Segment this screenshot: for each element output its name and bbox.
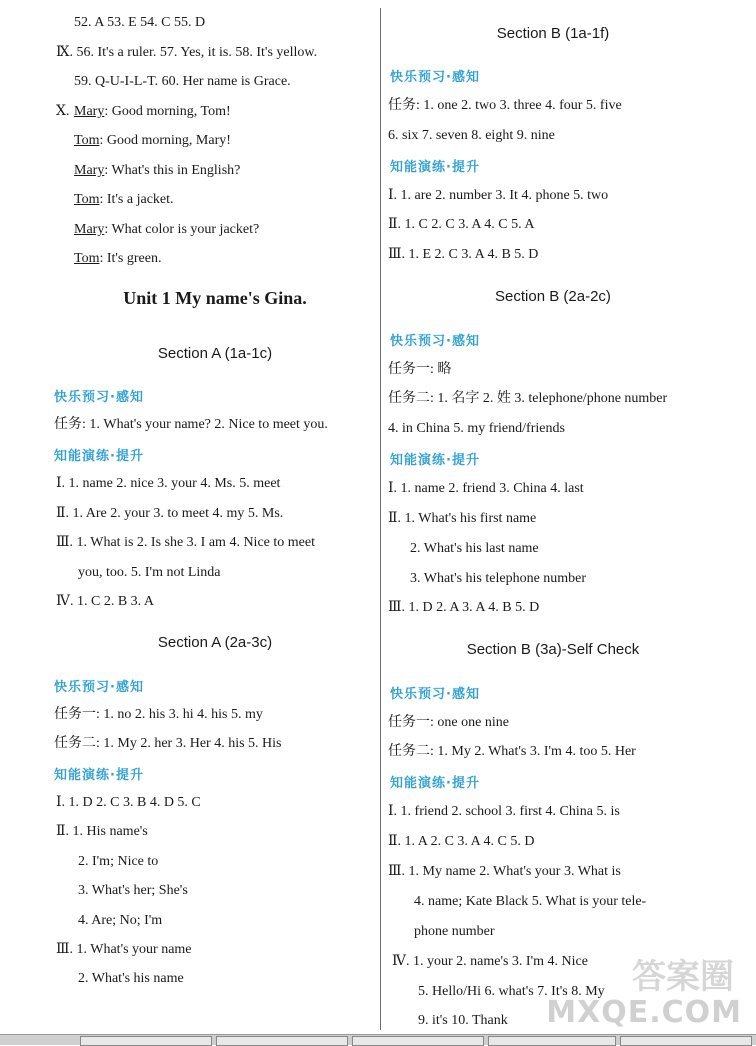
- section-subheading: 知能演练·提升: [390, 453, 480, 468]
- section-heading: Section A (2a-3c): [157, 634, 273, 651]
- section-heading: Section B (1a-1f): [496, 25, 610, 42]
- answer-line: Ⅲ. 1. E 2. C 3. A 4. B 5. D: [388, 247, 539, 262]
- answer-line: Ⅰ. 1. name 2. nice 3. your 4. Ms. 5. meet: [56, 476, 281, 491]
- section-subheading: 快乐预习·感知: [54, 390, 144, 405]
- answer-line: you, too. 5. I'm not Linda: [78, 565, 221, 580]
- task-line: 任务: 1. one 2. two 3. three 4. four 5. five: [388, 98, 622, 113]
- answer-line: 2. I'm; Nice to: [78, 854, 159, 869]
- answer-line: Ⅲ. 1. D 2. A 3. A 4. B 5. D: [388, 600, 540, 615]
- dialogue-line: Mary: What's this in English?: [74, 163, 241, 178]
- section-subheading: 知能演练·提升: [390, 776, 480, 791]
- dialogue-label: Ⅹ.: [56, 104, 70, 119]
- answer-line: Ⅱ. 1. A 2. C 3. A 4. C 5. D: [388, 834, 535, 849]
- task-line: 任务二: 1. My 2. What's 3. I'm 4. too 5. Her: [388, 744, 636, 759]
- section-heading: Section A (1a-1c): [157, 345, 273, 362]
- answer-line: Ⅳ. 1. your 2. name's 3. I'm 4. Nice: [392, 954, 588, 969]
- answer-line: Ⅱ. 1. C 2. C 3. A 4. C 5. A: [388, 217, 535, 232]
- answer-line: 5. Hello/Hi 6. what's 7. It's 8. My: [418, 984, 605, 999]
- answer-line: 59. Q-U-I-L-T. 60. Her name is Grace.: [74, 74, 291, 89]
- task-line: 6. six 7. seven 8. eight 9. nine: [388, 128, 555, 143]
- answer-line: Ⅲ. 1. My name 2. What's your 3. What is: [388, 864, 621, 879]
- answer-line: 4. name; Kate Black 5. What is your tele-: [414, 894, 647, 909]
- answer-line: 52. A 53. E 54. C 55. D: [74, 15, 206, 30]
- answer-line: Ⅰ. 1. name 2. friend 3. China 4. last: [388, 481, 584, 496]
- dialogue-line: Tom: It's a jacket.: [74, 192, 174, 207]
- section-subheading: 快乐预习·感知: [390, 334, 480, 349]
- answer-line: Ⅰ. 1. are 2. number 3. It 4. phone 5. two: [388, 188, 609, 203]
- answer-line: 9. it's 10. Thank: [418, 1013, 508, 1028]
- section-subheading: 知能演练·提升: [54, 449, 144, 464]
- answer-line: Ⅲ. 1. What is 2. Is she 3. I am 4. Nice to meet: [56, 535, 315, 550]
- answer-line: 3. What's her; She's: [78, 883, 188, 898]
- taskbar-button[interactable]: [352, 1036, 484, 1046]
- task-line: 任务一: 1. no 2. his 3. hi 4. his 5. my: [54, 707, 263, 722]
- column-divider: [380, 8, 381, 1030]
- task-line: 任务一: one one nine: [388, 715, 509, 730]
- dialogue-line: Tom: Good morning, Mary!: [74, 133, 231, 148]
- section-subheading: 快乐预习·感知: [390, 687, 480, 702]
- unit-title: Unit 1 My name's Gina.: [123, 288, 307, 308]
- section-subheading: 快乐预习·感知: [390, 70, 480, 85]
- dialogue-line: Mary: What color is your jacket?: [74, 222, 260, 237]
- taskbar-button[interactable]: [80, 1036, 212, 1046]
- task-line: 任务二: 1. My 2. her 3. Her 4. his 5. His: [54, 736, 282, 751]
- left-column: [52, 0, 378, 1030]
- answer-line: Ⅱ. 1. Are 2. your 3. to meet 4. my 5. Ms.: [56, 506, 284, 521]
- task-line: 任务一: 略: [388, 362, 452, 377]
- section-subheading: 知能演练·提升: [390, 160, 480, 175]
- section-subheading: 知能演练·提升: [54, 768, 144, 783]
- dialogue-line: Tom: It's green.: [74, 251, 162, 266]
- taskbar-button[interactable]: [216, 1036, 348, 1046]
- answer-line: Ⅳ. 1. C 2. B 3. A: [56, 594, 154, 609]
- answer-line: Ⅰ. 1. D 2. C 3. B 4. D 5. C: [56, 795, 201, 810]
- section-heading: Section B (3a)-Self Check: [466, 641, 640, 658]
- watermark-logo: 答案圈: [632, 957, 734, 997]
- section-subheading: 快乐预习·感知: [54, 680, 144, 695]
- right-column: [388, 0, 718, 1030]
- watermark-text: MXQE.COM: [546, 995, 742, 1030]
- answer-line: 4. Are; No; I'm: [78, 913, 163, 928]
- answer-line: Ⅲ. 1. What's your name: [56, 942, 192, 957]
- answer-line: Ⅱ. 1. What's his first name: [388, 511, 537, 526]
- taskbar-button[interactable]: [620, 1036, 752, 1046]
- answer-line: 2. What's his name: [78, 971, 184, 986]
- answer-line: phone number: [414, 924, 495, 939]
- task-line: 任务二: 1. 名字 2. 姓 3. telephone/phone number: [388, 391, 668, 406]
- task-line: 任务: 1. What's your name? 2. Nice to meet you.: [54, 417, 328, 432]
- answer-line: 2. What's his last name: [410, 541, 539, 556]
- taskbar-button[interactable]: [488, 1036, 616, 1046]
- task-line: 4. in China 5. my friend/friends: [388, 421, 565, 436]
- answer-line: Ⅰ. 1. friend 2. school 3. first 4. China 5. is: [388, 804, 620, 819]
- answer-line: Ⅱ. 1. His name's: [56, 824, 148, 839]
- dialogue-line: Mary: Good morning, Tom!: [74, 104, 231, 119]
- answer-line: 3. What's his telephone number: [410, 571, 587, 586]
- answer-line: Ⅸ. 56. It's a ruler. 57. Yes, it is. 58. It's yellow.: [56, 45, 318, 60]
- section-heading: Section B (2a-2c): [495, 288, 611, 305]
